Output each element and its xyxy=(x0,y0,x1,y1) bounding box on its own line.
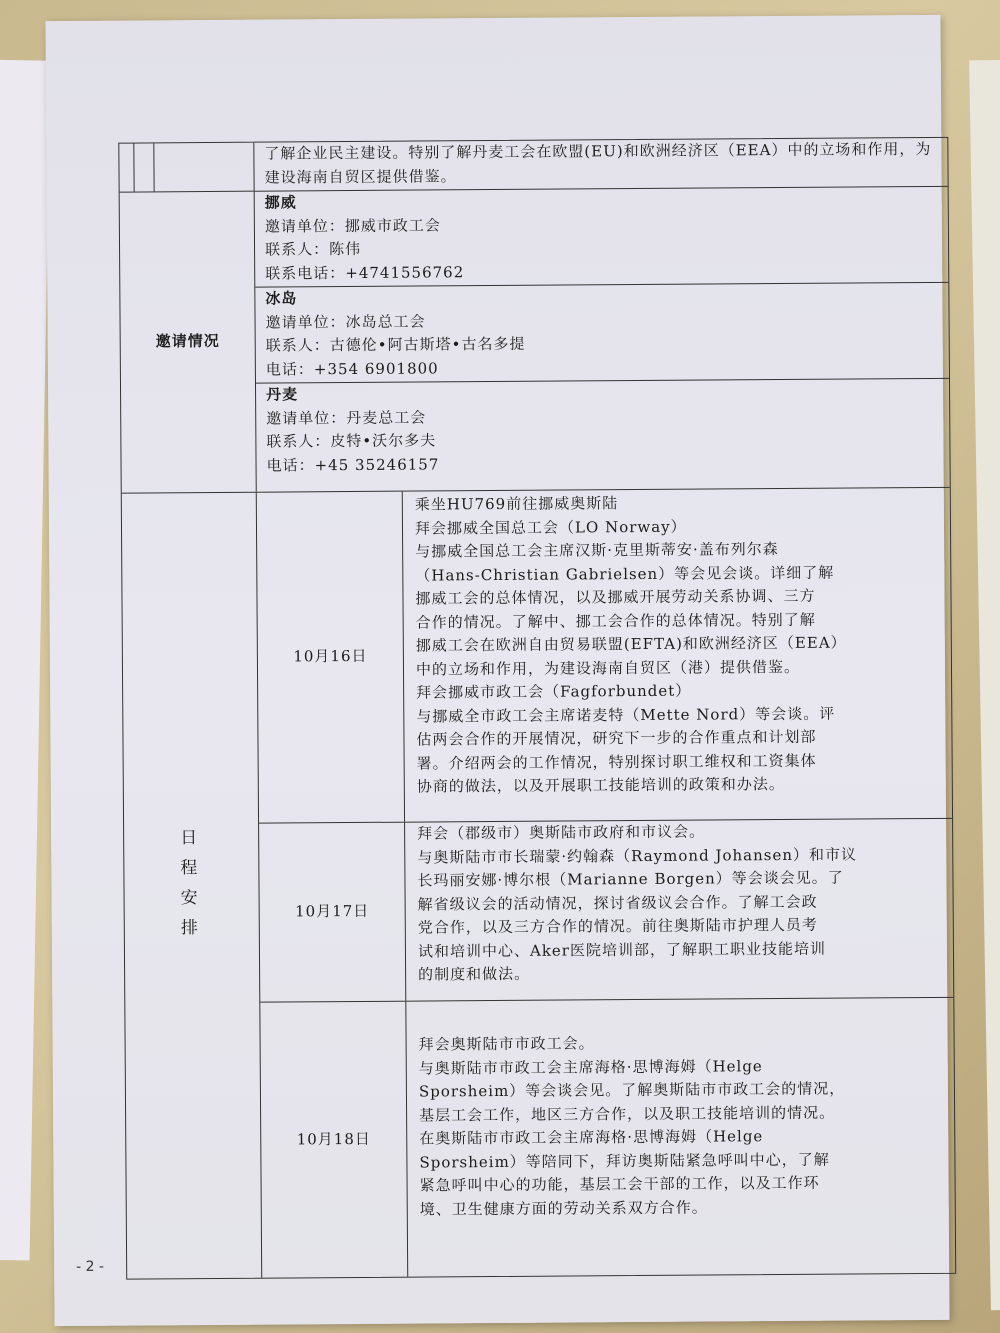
detail-line: Sporsheim）等会谈会见。了解奥斯陆市市政工会的情况， xyxy=(418,1079,846,1101)
country-block-norway xyxy=(255,187,949,288)
table-cell-empty xyxy=(119,144,134,192)
page-number: - 2 - xyxy=(76,1258,105,1275)
contact-person: 联系人：古德伦•阿古斯塔•古名多提 xyxy=(265,334,526,355)
schedule-day-oct17 xyxy=(259,819,953,1003)
schedule-date: 10月18日 xyxy=(260,1002,408,1278)
detail-line: Sporsheim）等陪同下，拜访奥斯陆紧急呼叫中心，了解 xyxy=(419,1150,830,1172)
contact-phone: 电话：+354 6901800 xyxy=(265,358,439,379)
detail-line: 党合作，以及三方合作的情况。前往奥斯陆市护理人员考 xyxy=(417,915,818,937)
country-block-iceland xyxy=(255,283,949,384)
detail-line: 在奥斯陆市市政工会主席海格·思博海姆（Helge xyxy=(419,1127,764,1148)
schedule-day-oct16 xyxy=(257,488,952,824)
itinerary-table xyxy=(118,137,956,1280)
invite-unit: 邀请单位：丹麦总工会 xyxy=(266,407,427,428)
schedule-day-oct18 xyxy=(260,998,955,1278)
detail-line: 拜会挪威市政工会（Fagforbundet） xyxy=(416,681,692,702)
schedule-label-char: 程 xyxy=(180,858,199,879)
detail-line: 长玛丽安娜·博尔根（Marianne Borgen）等会谈会见。了 xyxy=(417,868,844,890)
table-row-continuation xyxy=(119,138,947,193)
country-block-denmark xyxy=(256,379,950,492)
schedule-label xyxy=(174,823,205,943)
detail-line: 合作的情况。了解中、挪工会合作的总体情况。特别了解 xyxy=(415,610,816,632)
schedule-details xyxy=(419,1030,950,1222)
detail-line: 中的立场和作用，为建设海南自贸区（港）提供借鉴。 xyxy=(415,657,801,679)
detail-line: 挪威工会的总体情况，以及挪威开展劳动关系协调、三方 xyxy=(415,586,816,608)
schedule-date: 10月16日 xyxy=(257,492,405,823)
contact-person: 联系人：皮特•沃尔多夫 xyxy=(266,431,437,451)
contact-person: 联系人：陈伟 xyxy=(264,239,362,259)
detail-line: 乘坐HU769前往挪威奥斯陆 xyxy=(414,494,619,514)
invitation-label: 邀请情况 xyxy=(120,192,257,493)
detail-line: 协商的做法，以及开展职工技能培训的政策和办法。 xyxy=(416,774,785,796)
detail-line: 紧急呼叫中心的功能，基层工会干部的工作，以及工作环 xyxy=(419,1173,820,1195)
invitation-row xyxy=(120,187,950,494)
detail-line: 署。介绍两会的工作情况，特别探讨职工维权和工资集体 xyxy=(416,751,817,773)
detail-line: 解省级议会的活动情况，探讨省级议会合作。了解工会政 xyxy=(417,892,818,914)
schedule-label-cell xyxy=(122,493,262,1279)
detail-line: 拜会挪威全国总工会（LO Norway） xyxy=(414,517,687,538)
continuation-text: 了解企业民主建设。特别了解丹麦工会在欧盟(EU)和欧洲经济区（EEA）中的立场和作用，为建设海南自贸区提供借鉴。 xyxy=(264,139,932,187)
table-cell-empty xyxy=(153,143,254,192)
detail-line: 试和培训中心、Aker医院培训部，了解职工职业技能培训 xyxy=(417,939,826,961)
detail-line: 境、卫生健康方面的劳动关系双方合作。 xyxy=(419,1198,708,1219)
contact-phone: 联系电话：+4741556762 xyxy=(265,262,465,283)
invite-unit: 邀请单位：挪威市政工会 xyxy=(264,215,441,236)
document-page xyxy=(45,15,949,1326)
detail-line: 估两会合作的开展情况，研究下一步的合作重点和计划部 xyxy=(416,727,817,749)
detail-line: 与挪威全市政工会主席诺麦特（Mette Nord）等会谈。评 xyxy=(416,704,836,726)
schedule-label-char: 安 xyxy=(180,888,199,909)
detail-line: 的制度和做法。 xyxy=(418,964,531,984)
detail-line: 与挪威全国总工会主席汉斯·克里斯蒂安·盖布列尔森 xyxy=(415,540,779,561)
schedule-label-char: 日 xyxy=(180,828,199,849)
invite-unit: 邀请单位：冰岛总工会 xyxy=(265,311,426,332)
schedule-row xyxy=(122,488,955,1279)
adjacent-page-right xyxy=(969,60,1000,1311)
detail-line: 与奥斯陆市市长瑞蒙·约翰森（Raymond Johansen）和市议 xyxy=(417,844,858,867)
detail-line: （Hans-Christian Gabrielsen）等会见会谈。详细了解 xyxy=(415,563,835,585)
schedule-date: 10月17日 xyxy=(259,823,406,1002)
detail-line: 拜会（郡级市）奥斯陆市政府和市议会。 xyxy=(417,822,706,843)
country-name: 丹麦 xyxy=(266,385,299,404)
schedule-details xyxy=(417,819,948,987)
detail-line: 挪威工会在欧洲自由贸易联盟(EFTA)和欧洲经济区（EEA） xyxy=(415,633,847,655)
contact-phone: 电话：+45 35246157 xyxy=(266,454,440,475)
adjacent-page-left xyxy=(0,59,50,1260)
country-name: 冰岛 xyxy=(265,289,298,308)
schedule-details xyxy=(415,490,947,799)
detail-line: 基层工会工作，地区三方合作，以及职工技能培训的情况。 xyxy=(419,1103,836,1125)
schedule-label-char: 排 xyxy=(180,918,199,939)
table-cell-empty xyxy=(133,143,154,191)
detail-line: 与奥斯陆市市政工会主席海格·思博海姆（Helge xyxy=(418,1056,763,1078)
detail-line: 拜会奥斯陆市市政工会。 xyxy=(418,1034,595,1054)
country-name: 挪威 xyxy=(264,193,297,212)
